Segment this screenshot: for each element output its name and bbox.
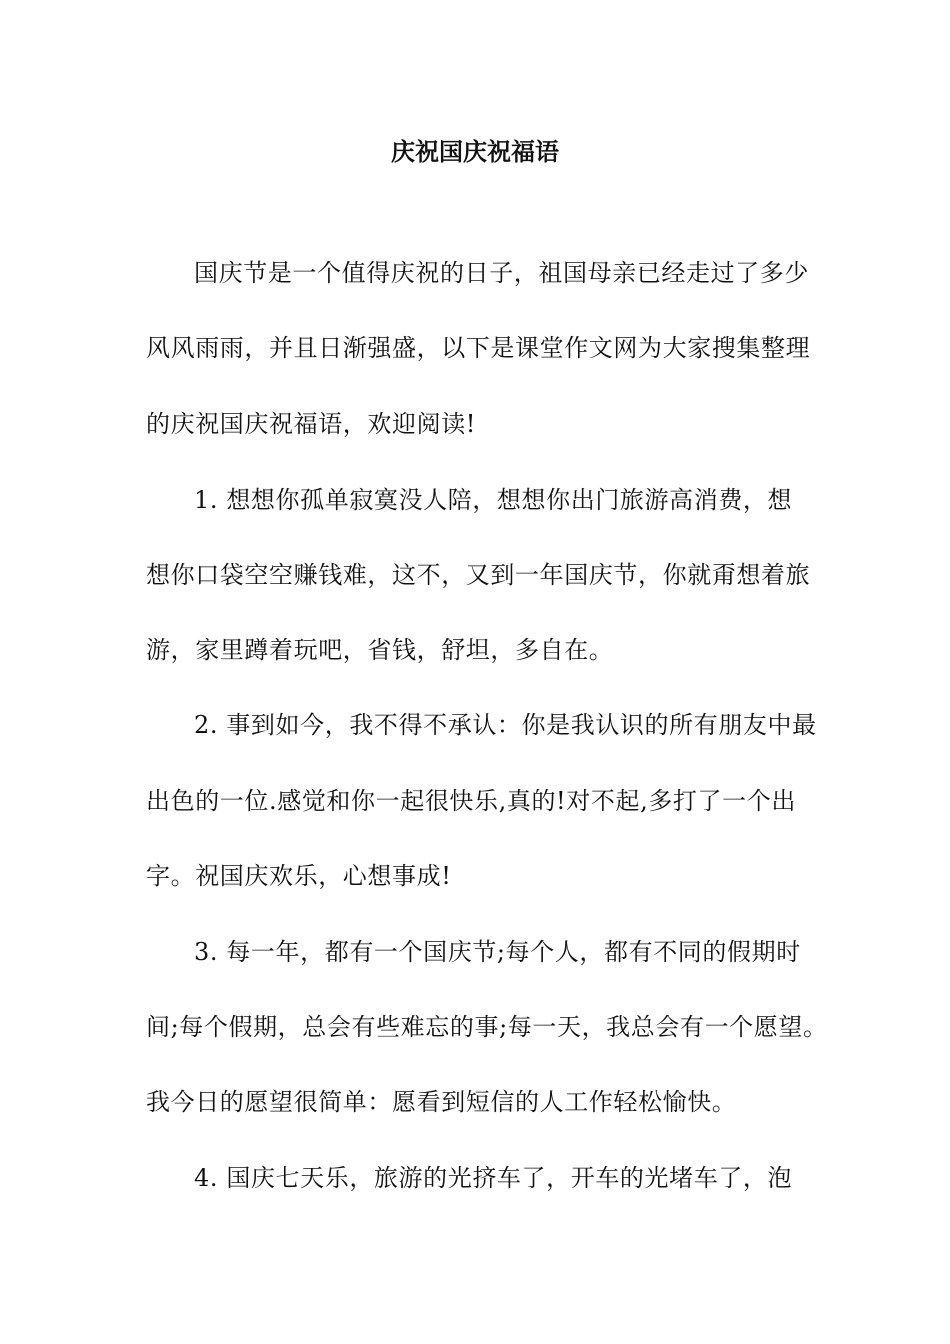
- item-1-line-2: 想你口袋空空赚钱难，这不，又到一年国庆节，你就甭想着旅: [146, 561, 811, 589]
- item-2-line-2: 出色的一位.感觉和你一起很快乐,真的!对不起,多打了一个出: [146, 787, 796, 815]
- paragraph-1-line-1: 国庆节是一个值得庆祝的日子，祖国母亲已经走过了多少: [194, 259, 809, 287]
- item-1-line-3: 游，家里蹲着玩吧，省钱，舒坦，多自在。: [146, 636, 614, 664]
- item-3-line-2: 间;每个假期，总会有些难忘的事;每一天，我总会有一个愿望。: [146, 1013, 828, 1041]
- item-4-line-1: 4. 国庆七天乐，旅游的光挤车了，开车的光堵车了，泡: [194, 1164, 793, 1192]
- item-3-line-1: 3. 每一年，都有一个国庆节;每个人，都有不同的假期时: [194, 938, 801, 966]
- item-2-line-1: 2. 事到如今，我不得不承认：你是我认识的所有朋友中最: [194, 711, 817, 739]
- paragraph-1-line-2: 风风雨雨，并且日渐强盛，以下是课堂作文网为大家搜集整理: [146, 334, 811, 362]
- document-title: 庆祝国庆祝福语: [391, 137, 559, 166]
- item-2-line-3: 字。祝国庆欢乐，心想事成!: [146, 862, 452, 890]
- paragraph-1-line-3: 的庆祝国庆祝福语，欢迎阅读!: [146, 410, 477, 438]
- item-1-line-1: 1. 想想你孤单寂寞没人陪，想想你出门旅游高消费，想: [194, 486, 793, 514]
- item-3-line-3: 我今日的愿望很简单：愿看到短信的人工作轻松愉快。: [146, 1088, 737, 1116]
